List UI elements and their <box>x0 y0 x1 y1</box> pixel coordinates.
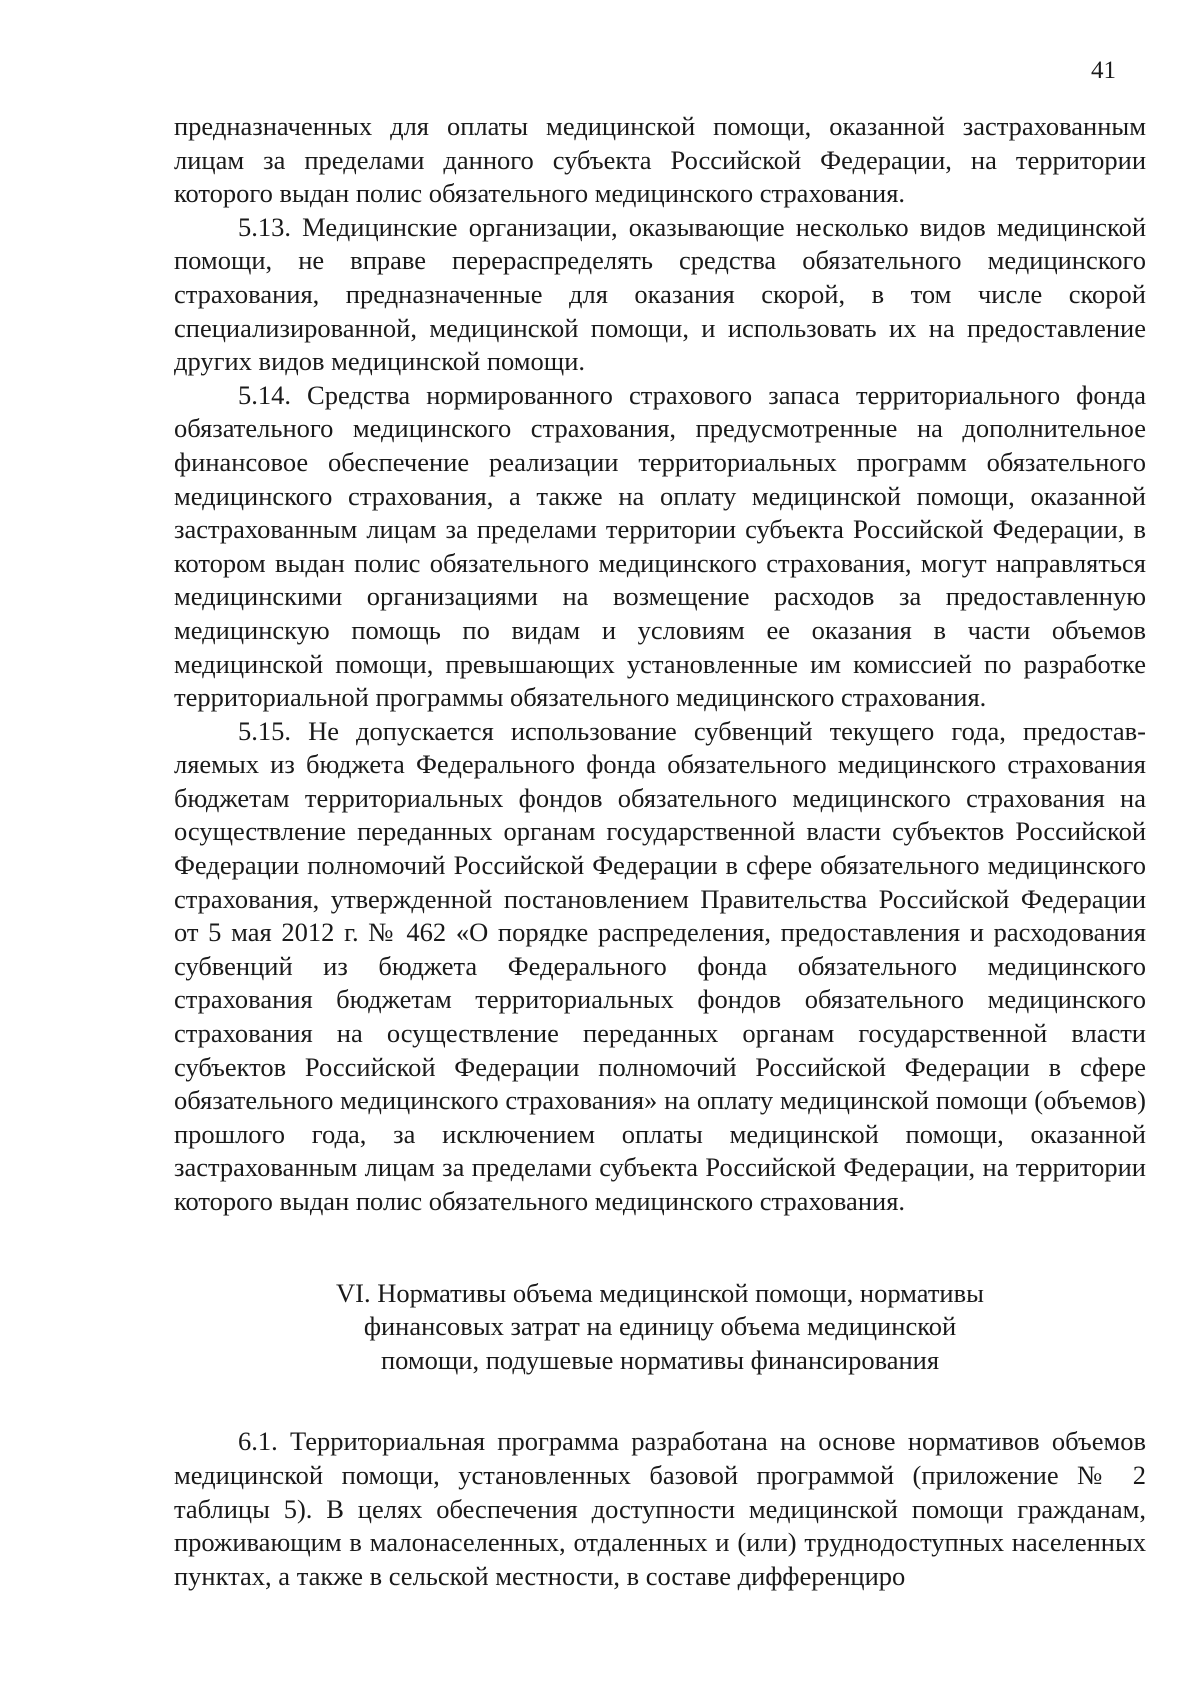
section-heading-line-1: VI. Нормативы объема медицинской помощи, нормативы <box>336 1277 984 1308</box>
paragraph-5-15: 5.15. Не допускается использование субвенций текущего года, предоставляемых из бюджета Федерального фонда обязательного медицинского страхования бюджетам территориальных фондов обязательного медицинского страхования на осуществление переданных органам государственной власти субъектов Российской Федерации полномочий Российской Федерации в сфере обязательного медицинского страхования, утвержденной постановлением Правительства Российской Федерации от 5 мая 2012 г. № 462 «О порядке распределения, предоставления и расходования субвенций из бюджета Федерального фонда обязательного медицинского страхования бюджетам территориальных фондов обязательного медицинского страхования на осуществление переданных органам государственной власти субъектов Российской Федерации полномочий Российской Федерации в сфере обязательного медицинского страхования» на оплату медицинской помощи (объемов) прошлого года, за исключением оплаты медицинской помощи, оказанной застрахованным лицам за пределами субъекта Российской Федерации, на территории которого выдан полис обязательного медицинского страхования. <box>174 715 1146 1216</box>
paragraph-6-1: 6.1. Территориальная программа разработана на основе нормативов объемов медицинской помощи, установленных базовой программой (приложение № 2 таблицы 5). В целях обеспечения доступности медицинской помощи гражданам, проживающим в малонаселенных, отдаленных и (или) труднодоступных населенных пунктах, а также в сельской местности, в составе дифференциро <box>174 1426 1146 1591</box>
section-heading <box>174 1277 1146 1378</box>
page-number: 41 <box>1091 57 1116 84</box>
section-heading-line-3: помощи, подушевые нормативы финансирования <box>380 1344 940 1375</box>
paragraph-continuation: предназначенных для оплаты медицинской помощи, оказанной застрахованным лицам за пределами данного субъекта Российской Федерации, на территории которого выдан полис обязательного медицинского страхования. <box>174 111 1146 209</box>
document-body <box>174 110 1146 1593</box>
paragraph-5-13: 5.13. Медицинские организации, оказывающие несколько видов медицинской помощи, не вправе перераспределять средства обязательного медицинского страхования, предназначенные для оказания скорой, в том числе скорой специализированной, медицинской помощи, и использовать их на предоставление других видов медицинской помощи. <box>174 211 1146 377</box>
paragraph-5-14: 5.14. Средства нормированного страхового запаса территориального фонда обязательного медицинского страхования, предусмотренные на дополнительное финансовое обеспечение реализации территориальных программ обязательного медицинского страхования, а также на оплату медицинской помощи, оказанной застрахованным лицам за пределами территории субъекта Российской Федерации, в котором выдан полис обязательного медицинского страхования, могут направляться медицинскими организациями на возмещение расходов за предоставленную медицинскую помощь по видам и условиям ее оказания в части объемов медицинской помощи, превышающих установленные им комиссией по разработке территориальной программы обязательного медицинского страхования. <box>174 379 1146 713</box>
section-heading-line-2: финансовых затрат на единицу объема медицинской <box>363 1311 957 1342</box>
